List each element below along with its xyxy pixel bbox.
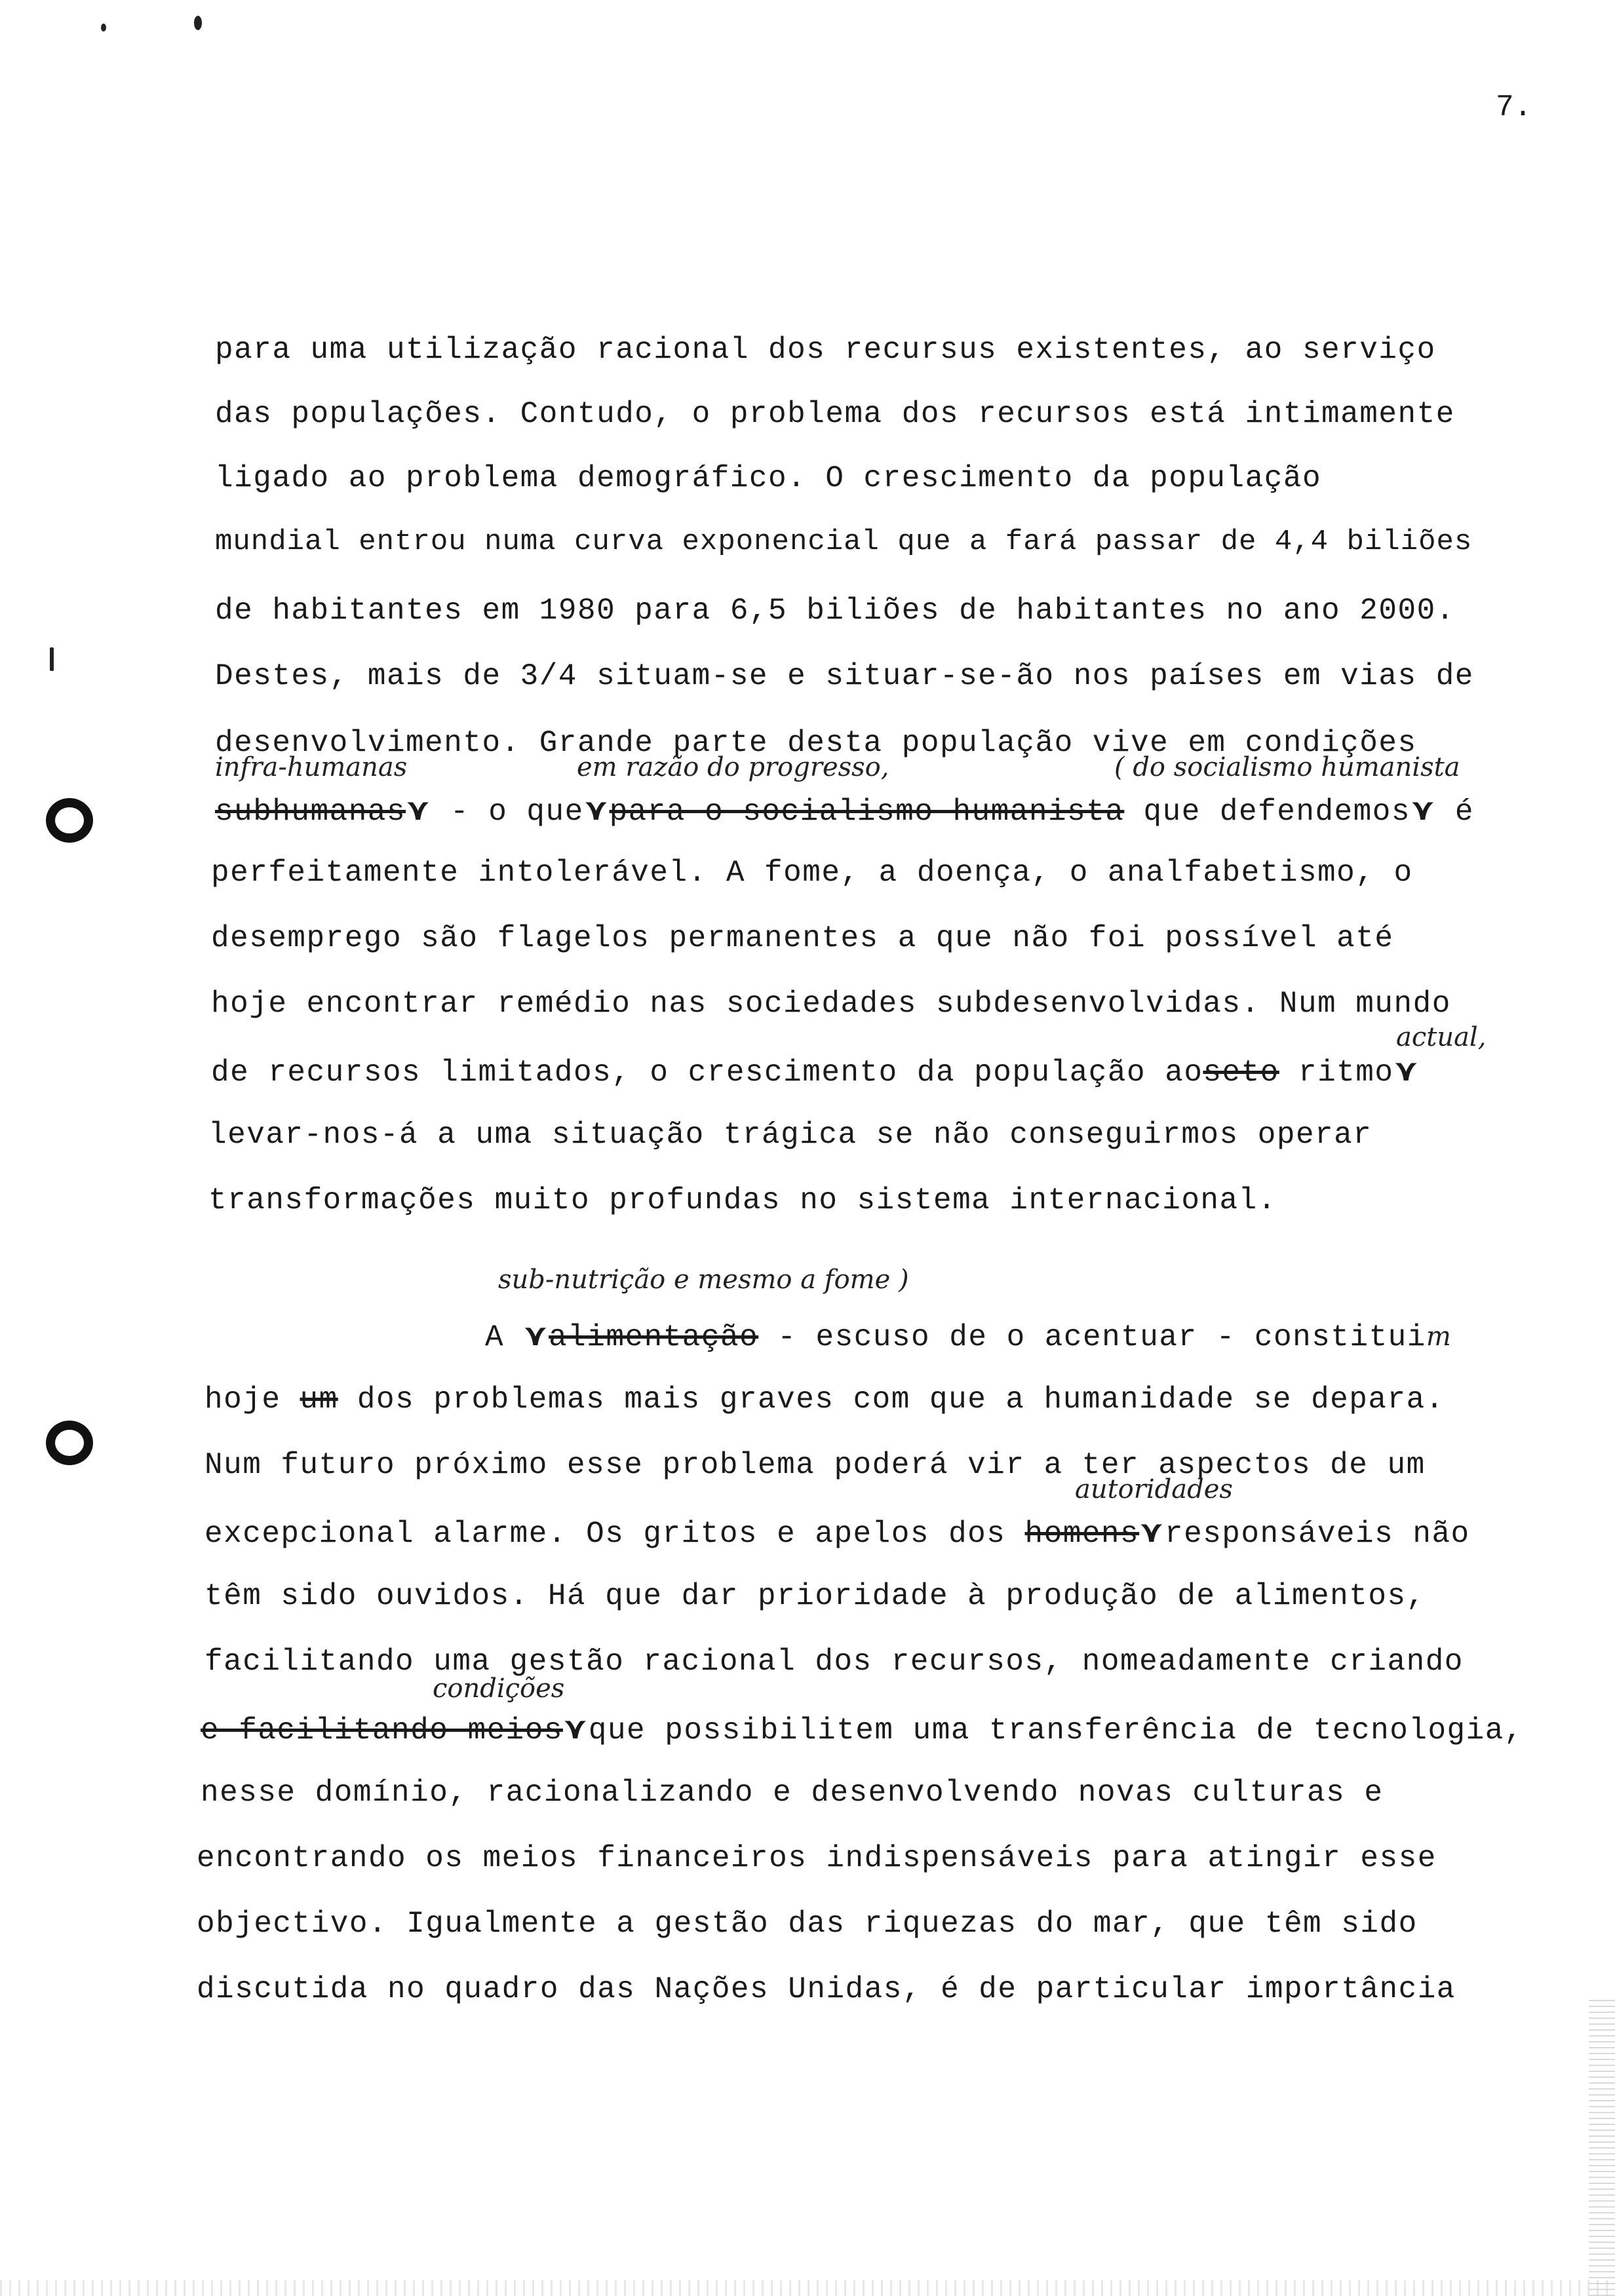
struck-word: alimentação [549, 1320, 759, 1354]
text-run: é [1435, 795, 1475, 829]
text-line-edited [211, 1052, 1419, 1090]
text-run: responsáveis não [1164, 1517, 1470, 1551]
insertion-caret: ⋎ [1410, 792, 1436, 827]
text-line: ligado ao problema demográfico. O crescimento da população [215, 461, 1322, 495]
text-line: das populações. Contudo, o problema dos recursos está intimamente [215, 397, 1455, 431]
scan-edge-noise [0, 2280, 1615, 2296]
text-line-edited [201, 1710, 1523, 1748]
scan-speck [194, 16, 202, 30]
handwritten-insertion: infra-humanas [215, 752, 408, 782]
text-run: que defendemos [1124, 795, 1411, 829]
scan-speck [50, 647, 54, 671]
text-run: de recursos limitados, o crescimento da população ao [211, 1056, 1203, 1090]
text-line: encontrando os meios financeiros indispensáveis para atingir esse [197, 1841, 1437, 1875]
text-run: hoje [204, 1383, 300, 1417]
handwritten-insertion: autoridades [1075, 1474, 1233, 1504]
text-line: transformações muito profundas no sistema internacional. [208, 1183, 1277, 1217]
handwritten-insertion: m [1426, 1322, 1452, 1352]
text-run: ritmo [1279, 1056, 1394, 1090]
insertion-caret: ⋎ [1139, 1514, 1165, 1549]
text-run: dos problemas mais graves com que a humanidade se depara. [338, 1383, 1445, 1417]
text-line: perfeitamente intolerável. A fome, a doença, o analfabetismo, o [211, 856, 1413, 890]
text-line: Destes, mais de 3/4 situam-se e situar-se-ão nos países em vias de [215, 659, 1474, 693]
scan-edge-noise [1589, 1999, 1615, 2296]
insertion-caret: ⋎ [523, 1317, 549, 1352]
handwritten-insertion: em razão do progresso, [577, 752, 889, 782]
punch-hole [46, 798, 93, 843]
handwritten-insertion: condições [433, 1674, 565, 1704]
text-run: que possibilitem uma transferência de tecnologia, [588, 1713, 1523, 1748]
insertion-caret: ⋎ [1393, 1052, 1420, 1088]
text-line-edited [485, 1317, 1452, 1354]
insertion-caret: ⋎ [406, 792, 431, 827]
text-line: nesse domínio, racionalizando e desenvolvendo novas culturas e [201, 1776, 1384, 1810]
punch-hole [46, 1421, 93, 1465]
struck-word: subhumanas [215, 795, 406, 829]
text-line-edited [204, 1383, 1445, 1417]
page-number: 7. [1496, 90, 1532, 124]
text-line: hoje encontrar remédio nas sociedades subdesenvolvidas. Num mundo [211, 987, 1451, 1021]
handwritten-insertion: ( do socialismo humanista [1114, 752, 1460, 782]
text-line: objectivo. Igualmente a gestão das riquezas do mar, que têm sido [197, 1907, 1418, 1941]
text-line-edited [215, 792, 1474, 829]
text-line: mundial entrou numa curva exponencial que a fará passar de 4,4 biliões [215, 526, 1473, 558]
text-line: para uma utilização racional dos recursus existentes, ao serviço [215, 333, 1436, 367]
text-run: - escuso de o acentuar - constitui [758, 1320, 1426, 1354]
insertion-caret: ⋎ [563, 1710, 589, 1746]
text-line: desemprego são flagelos permanentes a que não foi possível até [211, 921, 1394, 955]
text-line-edited [204, 1514, 1470, 1551]
text-run: - o que [431, 795, 584, 829]
insertion-caret: ⋎ [583, 792, 610, 827]
struck-word: um [300, 1383, 338, 1417]
text-run: A [485, 1320, 524, 1354]
text-line: facilitando uma gestão racional dos recursos, nomeadamente criando [204, 1645, 1464, 1679]
text-line: de habitantes em 1980 para 6,5 biliões de habitantes no ano 2000. [215, 594, 1455, 628]
struck-phrase: e facilitando meios [201, 1713, 563, 1748]
struck-word: seto [1203, 1056, 1279, 1090]
text-line: têm sido ouvidos. Há que dar prioridade à produção de alimentos, [204, 1579, 1426, 1613]
handwritten-insertion: actual, [1396, 1022, 1487, 1052]
text-line: levar-nos-á a uma situação trágica se não conseguirmos operar [208, 1118, 1372, 1152]
struck-word: homens [1024, 1517, 1140, 1551]
handwritten-insertion: sub-nutrição e mesmo a fome ) [498, 1265, 909, 1295]
scan-speck [101, 24, 106, 31]
text-line: discutida no quadro das Nações Unidas, é de particular importância [197, 1972, 1456, 2006]
text-line: Num futuro próximo esse problema poderá vir a ter aspectos de um [204, 1448, 1426, 1482]
text-run: excepcional alarme. Os gritos e apelos dos [204, 1517, 1025, 1551]
struck-phrase: para o socialismo humanista [609, 795, 1125, 829]
text-line: desenvolvimento. Grande parte desta população vive em condições [215, 726, 1417, 760]
